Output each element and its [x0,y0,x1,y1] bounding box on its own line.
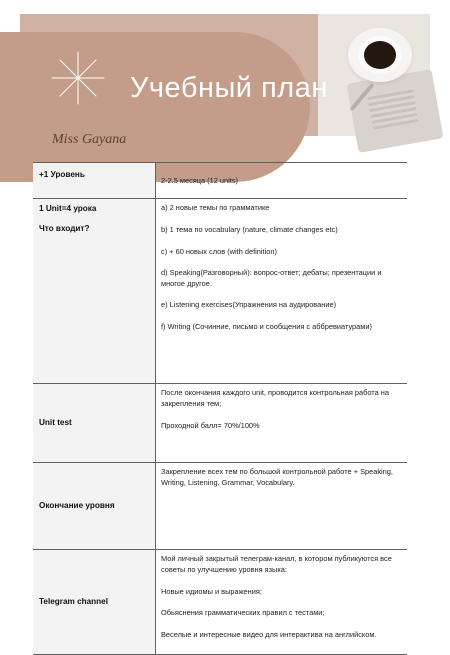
row-label-cell [33,463,156,550]
row-text: a) 2 новые темы по грамматике [161,203,270,213]
row-label-cell [33,163,156,199]
row-text: Мой личный закрытый телеграм-канал, в котором публикуются все советы по улучшению уровня языка: [161,554,392,574]
row-content-cell [156,163,408,199]
row-content-cell [156,384,408,463]
row-text: Закрепление всех тем по большой контрольной работе + Speaking, Writing, Listening, Grammar, Vocabulary. [161,467,393,487]
row-text: e) Listening exercises(Упражнения на аудирование) [161,300,337,310]
row-text: После окончания каждого unit, проводится контрольная работа на закрепления тем; [161,388,389,408]
page-title: Учебный план [130,72,328,104]
row-label: Telegram channel [39,597,109,607]
title-shape [0,32,310,182]
table-row [33,463,407,550]
row-text: c) + 60 новых слов (with definition) [161,246,277,256]
coffee-image [364,41,396,69]
curriculum-table [33,162,407,655]
row-label-cell [33,384,156,463]
row-text: Новые идиомы и выражения; [161,586,262,596]
header-banner [20,14,430,147]
row-label-cell [33,199,156,384]
row-text: Веселые и интересные видео для интерактива на английском. [161,629,377,639]
row-text: Проходной балл= 70%/100% [161,420,260,430]
row-label: Окончание уровня [39,501,115,511]
row-text: d) Speaking(Разговорный): вопрос-ответ; дебаты; презентации и многое другое. [161,268,382,288]
row-text: f) Writing (Сочинние, письмо и сообщения с аббревиатурами) [161,321,372,331]
sparkle-icon [50,50,106,106]
row-content-cell [156,550,408,655]
row-content-cell [156,199,408,384]
row-text: Обьяснения грамматических правил с тестами; [161,608,325,618]
row-sublabel: Что входит? [39,223,90,233]
table-row [33,550,407,655]
row-label: 1 Unit=4 урока [39,204,97,214]
row-text: b) 1 тема по vocabulary (nature, climate changes etc) [161,224,338,234]
row-text: 2-2.5 месяца (12 units) [161,176,238,186]
table-row [33,384,407,463]
row-label: +1 Уровень [39,170,85,179]
author-signature: Miss Gayana [52,132,127,147]
row-label: Unit test [39,418,72,428]
table-row [33,199,407,384]
row-label-cell [33,550,156,655]
row-content-cell [156,463,408,550]
table-row [33,163,407,199]
